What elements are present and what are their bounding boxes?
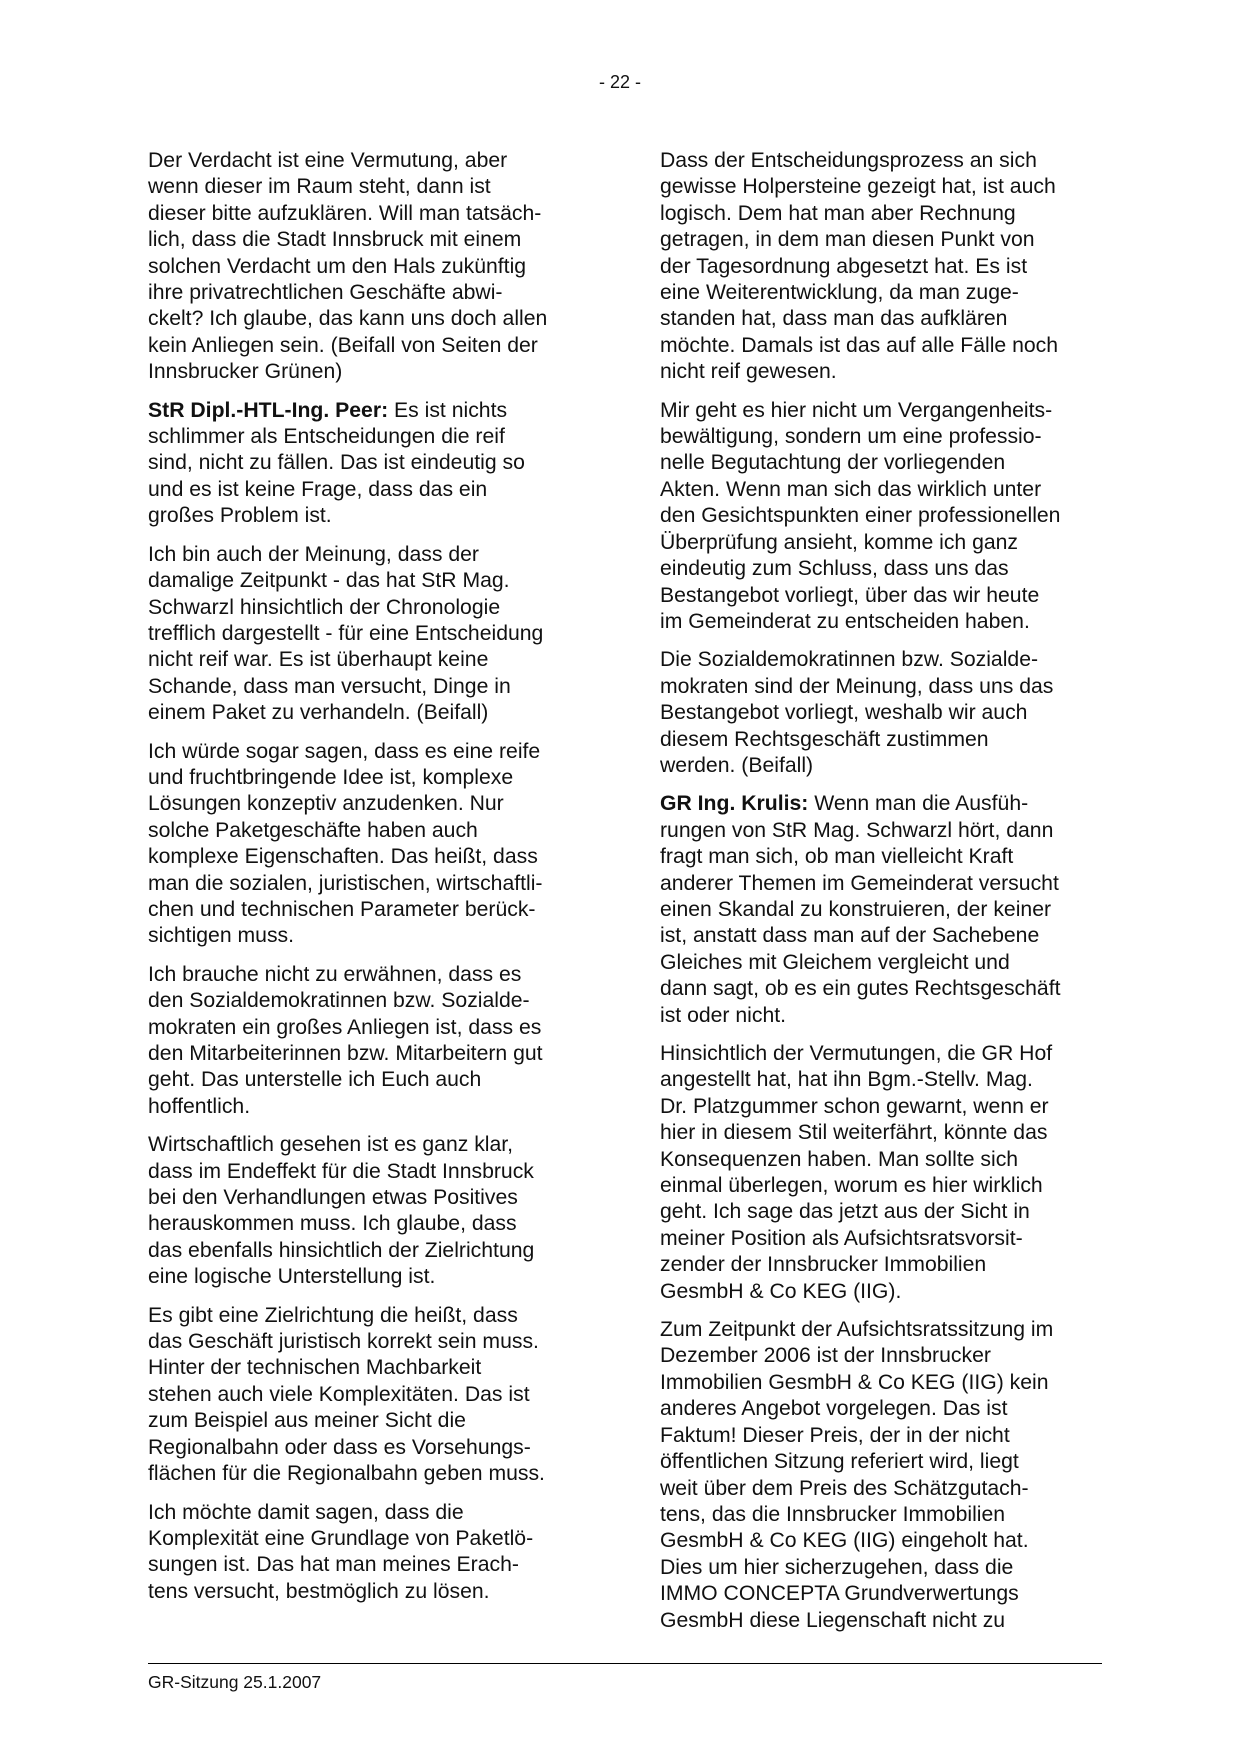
footer-session-date: GR-Sitzung 25.1.2007 xyxy=(148,1672,322,1692)
paragraph: Es gibt eine Zielrichtung die heißt, dass das Geschäft juristisch korrekt sein muss. Hinter der technischen Machbarkeit stehen auch viele Komplexitäten. Das ist zum Beispiel aus meiner Sicht die Regionalbahn oder dass es Vorsehungs- flächen für die Regionalbahn geben muss. xyxy=(148,1303,545,1486)
paragraph xyxy=(660,791,1100,1029)
paragraph: Der Verdacht ist eine Vermutung, aber wenn dieser im Raum steht, dann ist dieser bitte aufzuklären. Will man tatsäch- lich, dass die Stadt Innsbruck mit einem solchen Verdacht um den Hals zukünftig ihre privatrechtlichen Geschäfte abwi- ckelt? Ich glaube, das kann uns doch allen kein Anliegen sein. (Beifall von Seiten der Innsbrucker Grünen) xyxy=(148,149,548,384)
paragraph xyxy=(148,398,588,530)
page-number: - 22 - xyxy=(598,72,641,92)
speaker-name: StR Dipl.-HTL-Ing. Peer: xyxy=(148,398,389,422)
paragraph: Ich bin auch der Meinung, dass der damalige Zeitpunkt - das hat StR Mag. Schwarzl hinsichtlich der Chronologie trefflich dargestellt - für eine Entscheidung nicht reif war. Es ist überhaupt keine Schande, dass man versucht, Dinge in einem Paket zu verhandeln. (Beifall) xyxy=(148,542,544,725)
paragraph: Wirtschaftlich gesehen ist es ganz klar, dass im Endeffekt für die Stadt Innsbruck bei den Verhandlungen etwas Positives herauskommen muss. Ich glaube, dass das ebenfalls hinsichtlich der Zielrichtung eine logische Unterstellung ist. xyxy=(148,1133,535,1289)
speech-text: Es ist nichts schlimmer als Entscheidungen die reif sind, nicht zu fällen. Das ist eindeutig so und es ist keine Frage, dass das ein großes Problem ist. xyxy=(148,398,525,528)
paragraph: Ich würde sogar sagen, dass es eine reife und fruchtbringende Idee ist, komplexe Lösungen konzeptiv anzudenken. Nur solche Paketgeschäfte haben auch komplexe Eigenschaften. Das heißt, dass man die sozialen, juristischen, wirtschaftli- chen und technischen Parameter berück- sichtigen muss. xyxy=(148,739,543,948)
speaker-name: GR Ing. Krulis: xyxy=(660,792,809,816)
paragraph: Dass der Entscheidungsprozess an sich gewisse Holpersteine gezeigt hat, ist auch logisch. Dem hat man aber Rechnung getragen, in dem man diesen Punkt von der Tagesordnung abgesetzt hat. Es ist eine Weiterentwicklung, da man zuge- standen hat, dass man das aufklären möchte. Damals ist das auf alle Fälle noch nicht reif gewesen. xyxy=(660,149,1059,384)
left-column xyxy=(148,148,588,1617)
paragraph: Die Sozialdemokratinnen bzw. Sozialde- mokraten sind der Meinung, dass uns das Bestangebot vorliegt, weshalb wir auch diesem Rechtsgeschäft zustimmen werden. (Beifall) xyxy=(660,648,1054,777)
paragraph: Mir geht es hier nicht um Vergangenheits- bewältigung, sondern um eine professio- nelle Begutachtung der vorliegenden Akten. Wenn man sich das wirklich unter den Gesichtspunkten einer professionellen Überprüfung ansieht, komme ich ganz eindeutig zum Schluss, dass uns das Bestangebot vorliegt, über das wir heute im Gemeinderat zu entscheiden haben. xyxy=(660,398,1061,633)
footer-divider xyxy=(148,1663,1102,1664)
paragraph: Zum Zeitpunkt der Aufsichtsratssitzung im Dezember 2006 ist der Innsbrucker Immobilien GesmbH & Co KEG (IIG) kein anderes Angebot vorgelegen. Das ist Faktum! Dieser Preis, der in der nicht öffentlichen Sitzung referiert wird, liegt weit über dem Preis des Schätzgutach- tens, das die Innsbrucker Immobilien GesmbH & Co KEG (IIG) eingeholt hat. Dies um hier sicherzugehen, dass die IMMO CONCEPTA Grundverwertungs GesmbH diese Liegenschaft nicht zu xyxy=(660,1318,1054,1632)
paragraph: Hinsichtlich der Vermutungen, die GR Hof angestellt hat, hat ihn Bgm.-Stellv. Mag. Dr. Platzgummer schon gewarnt, wenn er hier in diesem Stil weiterfährt, könnte das Konsequenzen haben. Man sollte sich einmal überlegen, worum es hier wirklich geht. Ich sage das jetzt aus der Sicht in meiner Position als Aufsichtsratsvorsit- zender der Innsbrucker Immobilien GesmbH & Co KEG (IIG). xyxy=(660,1042,1053,1303)
speech-text: Wenn man die Ausfüh- rungen von StR Mag. Schwarzl hört, dann fragt man sich, ob man vielleicht Kraft anderer Themen im Gemeinderat versucht einen Skandal zu konstruieren, der keiner ist, anstatt dass man auf der Sachebene Gleiches mit Gleichem vergleicht und dann sagt, ob es ein gutes Rechtsgeschäft ist oder nicht. xyxy=(660,792,1061,1027)
right-column xyxy=(660,148,1100,1646)
paragraph: Ich möchte damit sagen, dass die Komplexität eine Grundlage von Paketlö- sungen ist. Das hat man meines Erach- tens versucht, bestmöglich zu lösen. xyxy=(148,1500,534,1603)
paragraph: Ich brauche nicht zu erwähnen, dass es den Sozialdemokratinnen bzw. Sozialde- mokraten ein großes Anliegen ist, dass es den Mitarbeiterinnen bzw. Mitarbeitern gut geht. Das unterstelle ich Euch auch hoffentlich. xyxy=(148,962,543,1118)
